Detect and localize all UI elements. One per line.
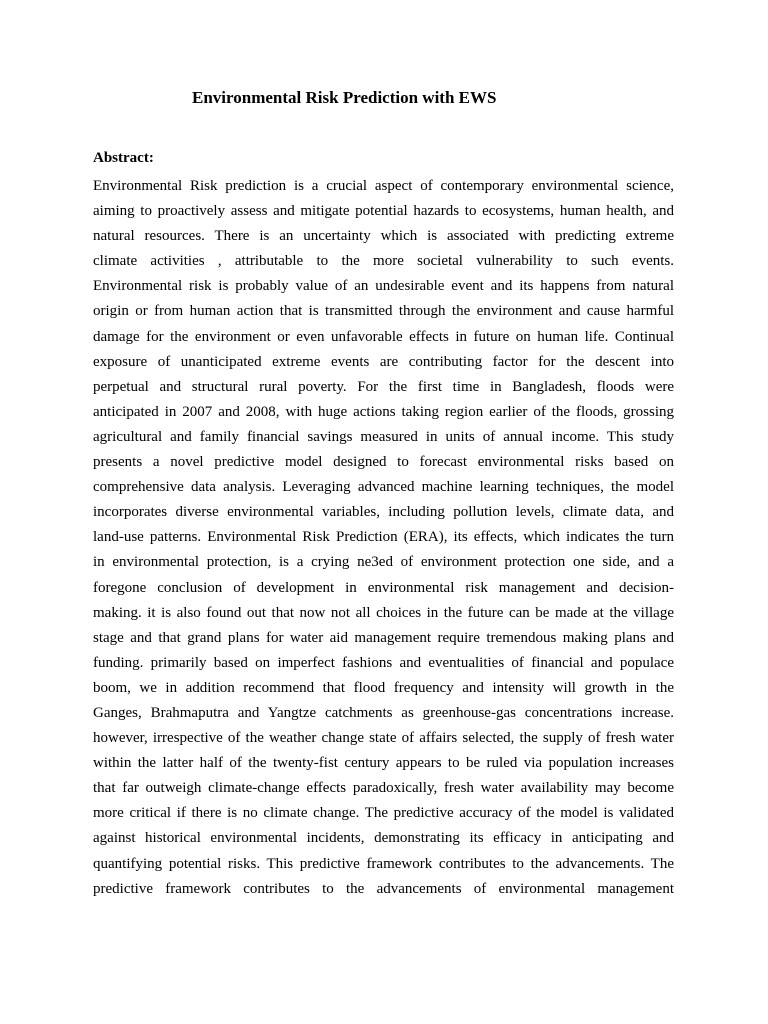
- abstract-body: [93, 174, 674, 902]
- abstract-line: natural resources. There is an uncertainty which is associated with predicting extreme: [93, 228, 674, 245]
- abstract-line: origin or from human action that is transmitted through the environment and cause harmful: [93, 303, 674, 320]
- abstract-line: comprehensive data analysis. Leveraging advanced machine learning techniques, the model: [93, 479, 674, 496]
- abstract-line: land-use patterns. Environmental Risk Prediction (ERA), its effects, which indicates the turn: [93, 529, 674, 546]
- abstract-line: against historical environmental incidents, demonstrating its efficacy in anticipating and: [93, 830, 674, 847]
- abstract-line: Environmental risk is probably value of an undesirable event and its happens from natural: [93, 278, 674, 295]
- abstract-line: damage for the environment or even unfavorable effects in future on human life. Continual: [93, 328, 674, 345]
- abstract-line: agricultural and family financial savings measured in units of annual income. This study: [93, 428, 674, 445]
- abstract-line: predictive framework contributes to the advancements of environmental management: [93, 880, 674, 897]
- abstract-line: that far outweigh climate-change effects paradoxically, fresh water availability may become: [93, 780, 674, 797]
- abstract-line: exposure of unanticipated extreme events are contributing factor for the descent into: [93, 353, 674, 370]
- abstract-line: in environmental protection, is a crying ne3ed of environment protection one side, and a: [93, 554, 674, 571]
- abstract-line: Ganges, Brahmaputra and Yangtze catchments as greenhouse-gas concentrations increase.: [93, 704, 674, 721]
- abstract-line: aiming to proactively assess and mitigate potential hazards to ecosystems, human health, and: [93, 203, 674, 220]
- abstract-heading: Abstract:: [93, 150, 154, 166]
- abstract-line: more critical if there is no climate change. The predictive accuracy of the model is validated: [93, 805, 674, 822]
- paper-title: Environmental Risk Prediction with EWS: [192, 88, 497, 107]
- abstract-line: quantifying potential risks. This predictive framework contributes to the advancements. The: [93, 855, 674, 872]
- abstract-line: within the latter half of the twenty-fist century appears to be ruled via population increases: [93, 755, 674, 772]
- abstract-line: stage and that grand plans for water aid management require tremendous making plans and: [93, 629, 674, 646]
- abstract-line: anticipated in 2007 and 2008, with huge actions taking region earlier of the floods, grossing: [93, 403, 674, 420]
- abstract-line: making. it is also found out that now not all choices in the future can be made at the village: [93, 604, 674, 621]
- abstract-line: boom, we in addition recommend that flood frequency and intensity will growth in the: [93, 679, 674, 696]
- abstract-line: presents a novel predictive model designed to forecast environmental risks based on: [93, 454, 674, 471]
- abstract-line: Environmental Risk prediction is a crucial aspect of contemporary environmental science,: [93, 178, 674, 194]
- abstract-line: foregone conclusion of development in environmental risk management and decision-: [93, 579, 674, 596]
- abstract-line: funding. primarily based on imperfect fashions and eventualities of financial and populace: [93, 654, 674, 671]
- abstract-line: climate activities , attributable to the more societal vulnerability to such events.: [93, 253, 674, 270]
- abstract-line: incorporates diverse environmental variables, including pollution levels, climate data, and: [93, 504, 674, 521]
- abstract-line: however, irrespective of the weather change state of affairs selected, the supply of fresh water: [93, 730, 674, 747]
- abstract-line: perpetual and structural rural poverty. For the first time in Bangladesh, floods were: [93, 378, 674, 395]
